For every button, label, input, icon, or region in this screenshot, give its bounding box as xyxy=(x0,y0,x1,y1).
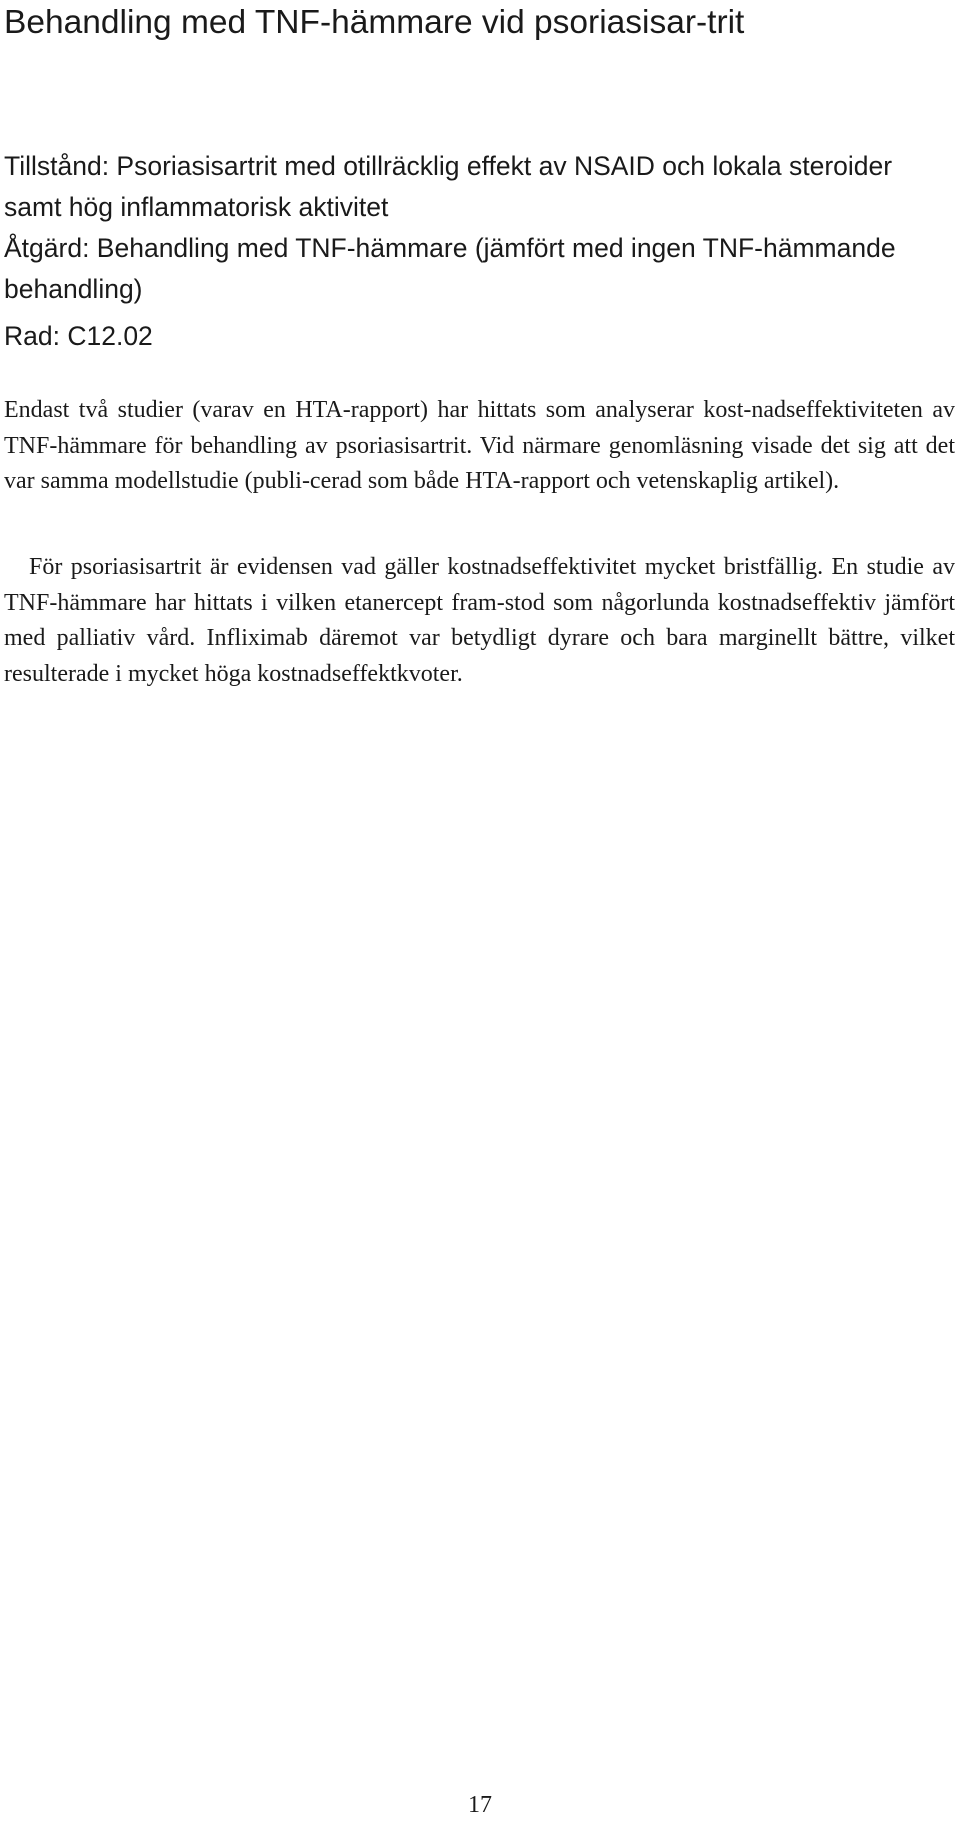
body-paragraph-1: Endast två studier (varav en HTA-rapport) har hittats som analyserar kost-nadseffektiviteten av TNF-hämmare för behandling av psoriasisartrit. Vid närmare genomläsning visade det sig att det var samma modellstudie (publi-cerad som både HTA-rapport och vetenskaplig artikel). xyxy=(4,397,955,494)
action-line: Åtgärd: Behandling med TNF-hämmare (jämfört med ingen TNF-hämmande behandling) xyxy=(4,233,896,304)
page-title: Behandling med TNF-hämmare vid psoriasisar-trit xyxy=(4,4,745,41)
page-number: 17 xyxy=(468,1792,492,1818)
body-paragraph-2: För psoriasisartrit är evidensen vad gäller kostnadseffektivitet mycket bristfällig. En studie av TNF-hämmare har hittats i vilken etanercept fram-stod som någorlunda kostnadseffektiv jämfört med palliativ vård. Infliximab däremot var betydligt dyrare och bara marginellt bättre, vilket resulterade i mycket höga kostnadseffektkvoter. xyxy=(4,554,955,687)
condition-line: Tillstånd: Psoriasisartrit med otillräcklig effekt av NSAID och lokala steroider samt hög inflammatorisk aktivitet xyxy=(4,151,893,222)
row-reference: Rad: C12.02 xyxy=(4,321,153,351)
